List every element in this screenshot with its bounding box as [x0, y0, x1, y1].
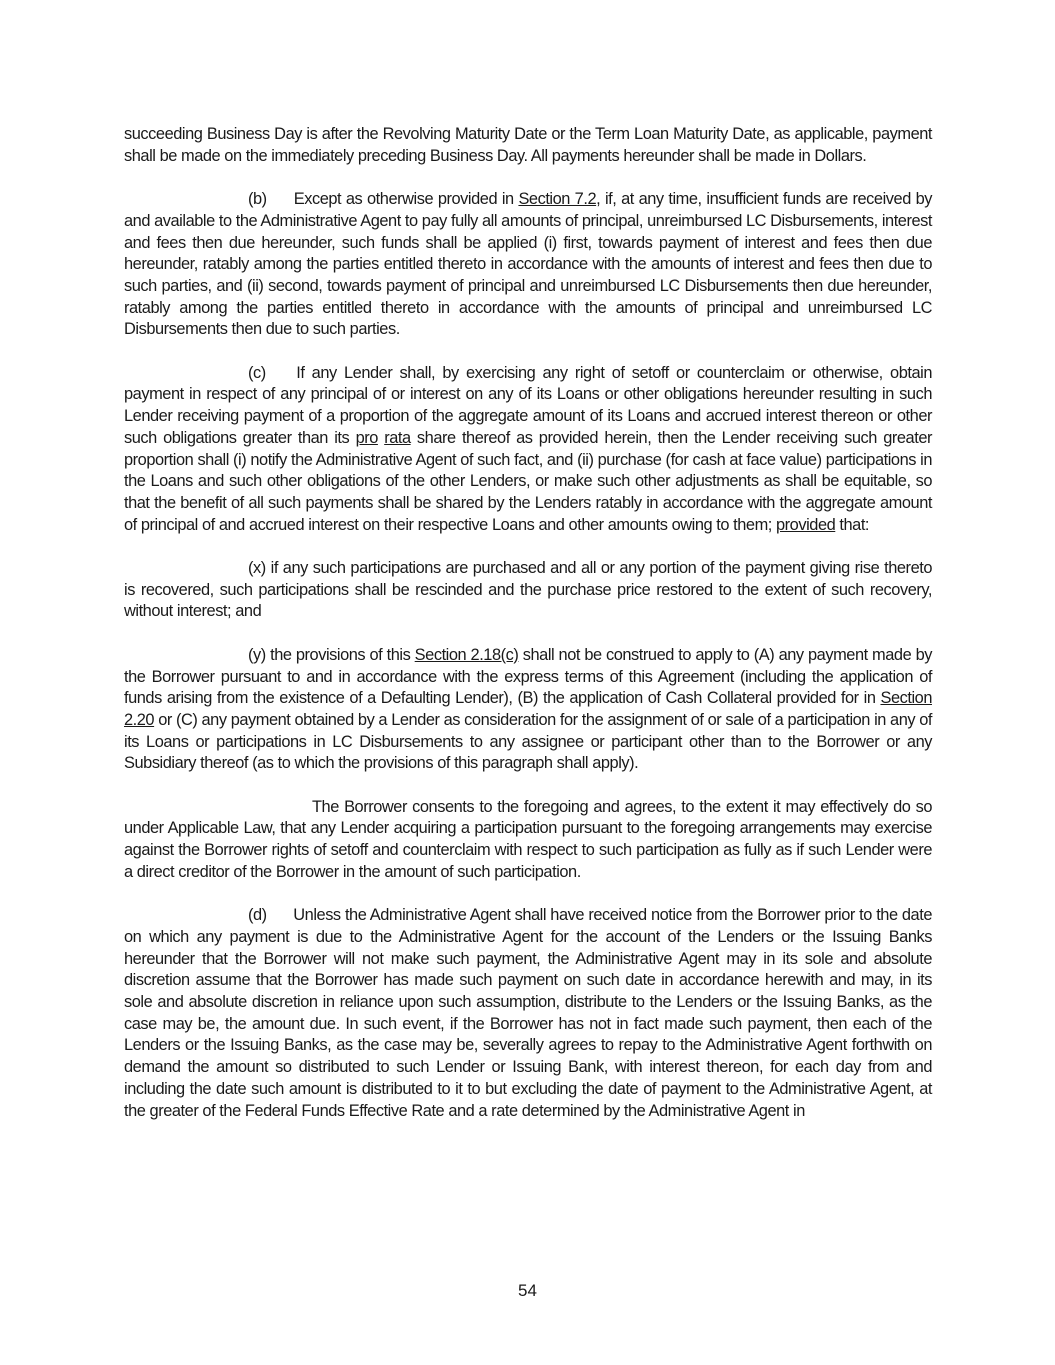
- paragraph-label: (b): [248, 190, 267, 209]
- page-number: 54: [518, 1281, 537, 1300]
- paragraph-d: (d) Unless the Administrative Agent shall have received notice from the Borrower prior to the date on which any payment is due to the Administrative Agent for the account of the Lenders or the Issuing Banks hereunder that the Borrower will not make such payment, the Administrative Agent may in its sole and absolute discretion assume that the Borrower has made such payment on such date in accordance herewith and may, in its sole and absolute discretion in reliance upon such assumption, distribute to the Lenders or the Issuing Banks, as the case may be, the amount due. In such event, if the Borrower has not in fact made such payment, then each of the Lenders or the Issuing Banks, as the case may be, severally agrees to repay to the Administrative Agent forthwith on demand the amount so distributed to such Lender or Issuing Bank, with interest thereon, for each day from and including the date such amount is distributed to it to but excluding the date of payment to the Administrative Agent, at the greater of the Federal Funds Effective Rate and a rate determined by the Administrative Agent in: [124, 906, 932, 1120]
- section-reference-link: Section 2.20: [124, 689, 932, 729]
- provided-underlined: provided: [776, 515, 836, 534]
- paragraph-consent: The Borrower consents to the foregoing and agrees, to the extent it may effectively do so under Applicable Law, that any Lender acquiring a participation pursuant to the foregoing arrangements may exercise against the Borrower rights of setoff and counterclaim with respect to such participation as fully as if such Lender were a direct creditor of the Borrower in the amount of such participation.: [124, 797, 932, 881]
- paragraph-b: (b) Except as otherwise provided in Section 7.2, if, at any time, insufficient funds are received by and available to the Administrative Agent to pay fully all amounts of principal, unreimbursed LC Disbursements, interest and fees then due hereunder, such funds shall be applied (i) first, towards payment of interest and fees then due hereunder, ratably among the parties entitled thereto in accordance with the amounts of interest and fees then due to such parties, and (ii) second, towards payment of principal and unreimbursed LC Disbursements then due hereunder, ratably among the parties entitled thereto in accordance with the amounts of principal and unreimbursed LC Disbursements then due to such parties.: [124, 190, 932, 339]
- rata-underlined: rata: [384, 428, 411, 447]
- paragraph-label: (x): [248, 559, 266, 578]
- pro-underlined: pro: [355, 428, 378, 447]
- paragraph-continuation: succeeding Business Day is after the Revolving Maturity Date or the Term Loan Maturity Date, as applicable, payment shall be made on the immediately preceding Business Day. All payments hereunder shall be made in Dollars.: [124, 125, 932, 165]
- section-reference-link: Section 2.18(c): [414, 645, 519, 664]
- section-reference-link: Section 7.2: [518, 190, 597, 209]
- paragraph-c: (c) If any Lender shall, by exercising any right of setoff or counterclaim or otherwise, obtain payment in respect of any principal of or interest on any of its Loans or other obligations hereunder resulting in such Lender receiving payment of a proportion of the aggregate amount of its Loans and accrued interest thereon or other such obligations greater than its pro rata share thereof as provided herein, then the Lender receiving such greater proportion shall (i) notify the Administrative Agent of such fact, and (ii) purchase (for cash at face value) participations in the Loans and such other obligations of the other Lenders, or make such other adjustments as shall be equitable, so that the benefit of all such payments shall be shared by the Lenders ratably in accordance with the aggregate amount of principal of and accrued interest on their respective Loans and other amounts owing to them; provided that:: [124, 363, 932, 534]
- paragraph-y: (y) the provisions of this Section 2.18(c) shall not be construed to apply to (A) any payment made by the Borrower pursuant to and in accordance with the express terms of this Agreement (including the application of funds arising from the existence of a Defaulting Lender), (B) the application of Cash Collateral provided for in Section 2.20 or (C) any payment obtained by a Lender as consideration for the assignment of or sale of a participation in any of its Loans or participations in LC Disbursements to any assignee or participant other than to the Borrower or any Subsidiary thereof (as to which the provisions of this paragraph shall apply).: [124, 645, 932, 773]
- paragraph-label: (c): [248, 363, 266, 382]
- paragraph-label: (y): [248, 645, 266, 664]
- paragraph-x: (x) if any such participations are purchased and all or any portion of the payment giving rise thereto is recovered, such participations shall be rescinded and the purchase price restored to the extent of such recovery, without interest; and: [124, 559, 933, 621]
- document-body: [124, 124, 932, 1122]
- paragraph-label: (d): [248, 906, 267, 925]
